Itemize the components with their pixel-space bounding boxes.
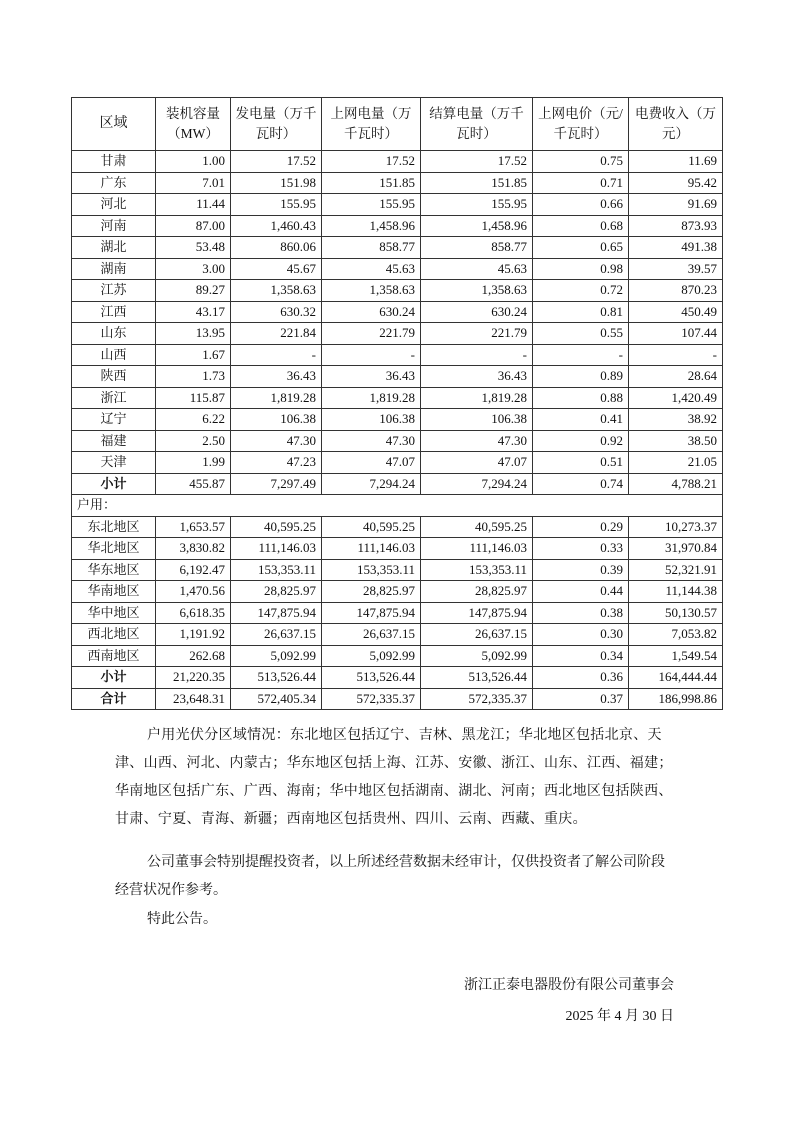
cell-grid-price: 0.68 [533, 215, 629, 237]
cell-generation: 26,637.15 [231, 624, 322, 646]
cell-grid-price: 0.74 [533, 473, 629, 495]
cell-region: 江苏 [72, 280, 156, 302]
cell-capacity: 6,192.47 [156, 559, 231, 581]
cell-grid-price: 0.39 [533, 559, 629, 581]
cell-settled-power: 1,358.63 [421, 280, 533, 302]
cell-grid-power: 1,819.28 [322, 387, 421, 409]
cell-revenue: 164,444.44 [629, 667, 723, 689]
cell-generation: 860.06 [231, 237, 322, 259]
cell-revenue: 7,053.82 [629, 624, 723, 646]
cell-revenue: 52,321.91 [629, 559, 723, 581]
cell-settled-power: 47.30 [421, 430, 533, 452]
cell-grid-price: 0.66 [533, 194, 629, 216]
cell-grid-power: 36.43 [322, 366, 421, 388]
cell-grid-power: 28,825.97 [322, 581, 421, 603]
cell-grid-price: 0.72 [533, 280, 629, 302]
cell-revenue: 11,144.38 [629, 581, 723, 603]
cell-capacity: 43.17 [156, 301, 231, 323]
cell-settled-power: 1,458.96 [421, 215, 533, 237]
cell-revenue: 4,788.21 [629, 473, 723, 495]
cell-settled-power: 858.77 [421, 237, 533, 259]
cell-revenue: 1,549.54 [629, 645, 723, 667]
cell-revenue: 450.49 [629, 301, 723, 323]
cell-region: 合计 [72, 688, 156, 710]
cell-generation: 513,526.44 [231, 667, 322, 689]
cell-generation: 28,825.97 [231, 581, 322, 603]
cell-grid-power: 147,875.94 [322, 602, 421, 624]
cell-settled-power: 1,819.28 [421, 387, 533, 409]
cell-grid-price: 0.38 [533, 602, 629, 624]
table-row [72, 344, 723, 366]
cell-grid-power: 40,595.25 [322, 516, 421, 538]
cell-capacity: 455.87 [156, 473, 231, 495]
cell-generation: 1,819.28 [231, 387, 322, 409]
cell-region: 小计 [72, 667, 156, 689]
cell-capacity: 87.00 [156, 215, 231, 237]
cell-settled-power: 7,294.24 [421, 473, 533, 495]
cell-capacity: 1.73 [156, 366, 231, 388]
cell-capacity: 1.00 [156, 151, 231, 173]
cell-grid-price: 0.71 [533, 172, 629, 194]
cell-grid-power: 858.77 [322, 237, 421, 259]
cell-region: 西北地区 [72, 624, 156, 646]
table-row [72, 538, 723, 560]
cell-grid-power: - [322, 344, 421, 366]
cell-region: 华南地区 [72, 581, 156, 603]
table-row [72, 323, 723, 345]
cell-grid-power: 17.52 [322, 151, 421, 173]
cell-grid-power: 45.63 [322, 258, 421, 280]
cell-generation: 45.67 [231, 258, 322, 280]
cell-capacity: 7.01 [156, 172, 231, 194]
cell-grid-power: 513,526.44 [322, 667, 421, 689]
cell-grid-power: 153,353.11 [322, 559, 421, 581]
cell-grid-price: 0.30 [533, 624, 629, 646]
cell-grid-price: 0.98 [533, 258, 629, 280]
cell-capacity: 6.22 [156, 409, 231, 431]
cell-region: 湖北 [72, 237, 156, 259]
header-grid-price: 上网电价（元/千瓦时） [533, 98, 629, 151]
cell-generation: 5,092.99 [231, 645, 322, 667]
cell-region: 江西 [72, 301, 156, 323]
cell-grid-power: 221.79 [322, 323, 421, 345]
cell-generation: - [231, 344, 322, 366]
header-capacity: 装机容量（MW） [156, 98, 231, 151]
table-row [72, 194, 723, 216]
cell-region: 河南 [72, 215, 156, 237]
cell-settled-power: 153,353.11 [421, 559, 533, 581]
cell-region: 甘肃 [72, 151, 156, 173]
cell-region: 山西 [72, 344, 156, 366]
cell-revenue: 38.92 [629, 409, 723, 431]
cell-generation: 111,146.03 [231, 538, 322, 560]
cell-settled-power: 26,637.15 [421, 624, 533, 646]
cell-revenue: 873.93 [629, 215, 723, 237]
cell-grid-power: 572,335.37 [322, 688, 421, 710]
cell-revenue: 107.44 [629, 323, 723, 345]
cell-grid-price: 0.92 [533, 430, 629, 452]
cell-region: 广东 [72, 172, 156, 194]
cell-region: 东北地区 [72, 516, 156, 538]
cell-generation: 1,460.43 [231, 215, 322, 237]
cell-grid-price: 0.36 [533, 667, 629, 689]
table-row [72, 301, 723, 323]
cell-grid-power: 151.85 [322, 172, 421, 194]
header-revenue: 电费收入（万元） [629, 98, 723, 151]
cell-settled-power: 630.24 [421, 301, 533, 323]
cell-grid-price: 0.75 [533, 151, 629, 173]
table-row [72, 452, 723, 474]
table-row [72, 430, 723, 452]
cell-generation: 572,405.34 [231, 688, 322, 710]
cell-capacity: 1.67 [156, 344, 231, 366]
cell-revenue: 21.05 [629, 452, 723, 474]
cell-generation: 221.84 [231, 323, 322, 345]
cell-grid-price: 0.37 [533, 688, 629, 710]
subtotal-row-provinces [72, 473, 723, 495]
cell-revenue: 870.23 [629, 280, 723, 302]
cell-capacity: 13.95 [156, 323, 231, 345]
header-grid-power: 上网电量（万千瓦时） [322, 98, 421, 151]
cell-generation: 153,353.11 [231, 559, 322, 581]
cell-settled-power: 513,526.44 [421, 667, 533, 689]
cell-capacity: 53.48 [156, 237, 231, 259]
cell-capacity: 23,648.31 [156, 688, 231, 710]
cell-generation: 36.43 [231, 366, 322, 388]
cell-capacity: 6,618.35 [156, 602, 231, 624]
reminder-paragraph: 公司董事会特别提醒投资者，以上所述经营数据未经审计，仅供投资者了解公司阶段经营状况作参考。 [115, 855, 665, 898]
table-row [72, 258, 723, 280]
cell-capacity: 3,830.82 [156, 538, 231, 560]
cell-region: 小计 [72, 473, 156, 495]
cell-capacity: 1,470.56 [156, 581, 231, 603]
table-row [72, 516, 723, 538]
household-group-label: 户用： [72, 495, 723, 517]
table-row [72, 237, 723, 259]
cell-grid-power: 630.24 [322, 301, 421, 323]
cell-grid-power: 7,294.24 [322, 473, 421, 495]
cell-revenue: 10,273.37 [629, 516, 723, 538]
cell-settled-power: - [421, 344, 533, 366]
cell-generation: 147,875.94 [231, 602, 322, 624]
cell-revenue: 31,970.84 [629, 538, 723, 560]
subtotal-row-household [72, 667, 723, 689]
cell-generation: 151.98 [231, 172, 322, 194]
cell-settled-power: 111,146.03 [421, 538, 533, 560]
cell-generation: 47.30 [231, 430, 322, 452]
cell-settled-power: 221.79 [421, 323, 533, 345]
cell-region: 天津 [72, 452, 156, 474]
cell-settled-power: 155.95 [421, 194, 533, 216]
cell-settled-power: 5,092.99 [421, 645, 533, 667]
cell-grid-power: 1,358.63 [322, 280, 421, 302]
cell-settled-power: 45.63 [421, 258, 533, 280]
header-generation: 发电量（万千瓦时） [231, 98, 322, 151]
cell-capacity: 11.44 [156, 194, 231, 216]
cell-revenue: 91.69 [629, 194, 723, 216]
cell-grid-price: 0.81 [533, 301, 629, 323]
cell-settled-power: 572,335.37 [421, 688, 533, 710]
cell-generation: 630.32 [231, 301, 322, 323]
cell-grid-price: 0.55 [533, 323, 629, 345]
regions-note-paragraph: 户用光伏分区域情况：东北地区包括辽宁、吉林、黑龙江；华北地区包括北京、天津、山西、河北、内蒙古；华东地区包括上海、江苏、安徽、浙江、山东、江西、福建；华南地区包括广东、广西、海南；华中地区包括湖南、湖北、河南；西北地区包括陕西、甘肃、宁夏、青海、新疆；西南地区包括贵州、四川、云南、西藏、重庆。 [115, 728, 673, 827]
total-row [72, 688, 723, 710]
cell-generation: 1,358.63 [231, 280, 322, 302]
cell-settled-power: 28,825.97 [421, 581, 533, 603]
cell-revenue: 95.42 [629, 172, 723, 194]
household-group-row [72, 495, 723, 517]
cell-revenue: - [629, 344, 723, 366]
cell-capacity: 1.99 [156, 452, 231, 474]
table-row [72, 280, 723, 302]
cell-revenue: 50,130.57 [629, 602, 723, 624]
header-region: 区域 [72, 98, 156, 151]
cell-region: 陕西 [72, 366, 156, 388]
cell-generation: 40,595.25 [231, 516, 322, 538]
cell-settled-power: 147,875.94 [421, 602, 533, 624]
cell-generation: 155.95 [231, 194, 322, 216]
table-row [72, 559, 723, 581]
cell-revenue: 186,998.86 [629, 688, 723, 710]
cell-grid-power: 1,458.96 [322, 215, 421, 237]
cell-region: 福建 [72, 430, 156, 452]
cell-revenue: 38.50 [629, 430, 723, 452]
cell-grid-price: 0.29 [533, 516, 629, 538]
table-header-row [72, 98, 723, 151]
table-row [72, 581, 723, 603]
cell-region: 浙江 [72, 387, 156, 409]
cell-grid-price: 0.34 [533, 645, 629, 667]
cell-capacity: 115.87 [156, 387, 231, 409]
header-settled-power: 结算电量（万千瓦时） [421, 98, 533, 151]
signature-date: 2025 年 4 月 30 日 [565, 1009, 674, 1024]
cell-grid-power: 155.95 [322, 194, 421, 216]
cell-generation: 47.23 [231, 452, 322, 474]
cell-settled-power: 151.85 [421, 172, 533, 194]
cell-revenue: 491.38 [629, 237, 723, 259]
cell-grid-power: 111,146.03 [322, 538, 421, 560]
table-row [72, 624, 723, 646]
cell-grid-price: 0.41 [533, 409, 629, 431]
cell-region: 华东地区 [72, 559, 156, 581]
table-row [72, 602, 723, 624]
cell-capacity: 262.68 [156, 645, 231, 667]
table-row [72, 151, 723, 173]
cell-settled-power: 36.43 [421, 366, 533, 388]
cell-region: 湖南 [72, 258, 156, 280]
cell-settled-power: 106.38 [421, 409, 533, 431]
table-row [72, 366, 723, 388]
cell-grid-power: 5,092.99 [322, 645, 421, 667]
cell-region: 华中地区 [72, 602, 156, 624]
cell-region: 西南地区 [72, 645, 156, 667]
cell-settled-power: 47.07 [421, 452, 533, 474]
cell-region: 辽宁 [72, 409, 156, 431]
cell-grid-power: 47.07 [322, 452, 421, 474]
cell-capacity: 1,653.57 [156, 516, 231, 538]
cell-capacity: 2.50 [156, 430, 231, 452]
cell-capacity: 21,220.35 [156, 667, 231, 689]
cell-capacity: 89.27 [156, 280, 231, 302]
table-row [72, 215, 723, 237]
table-row [72, 645, 723, 667]
cell-revenue: 1,420.49 [629, 387, 723, 409]
cell-generation: 106.38 [231, 409, 322, 431]
cell-region: 山东 [72, 323, 156, 345]
cell-capacity: 3.00 [156, 258, 231, 280]
cell-grid-power: 47.30 [322, 430, 421, 452]
cell-generation: 7,297.49 [231, 473, 322, 495]
cell-settled-power: 40,595.25 [421, 516, 533, 538]
cell-grid-price: - [533, 344, 629, 366]
cell-grid-price: 0.51 [533, 452, 629, 474]
cell-generation: 17.52 [231, 151, 322, 173]
cell-region: 河北 [72, 194, 156, 216]
cell-revenue: 11.69 [629, 151, 723, 173]
closing-paragraph: 特此公告。 [147, 912, 217, 927]
cell-capacity: 1,191.92 [156, 624, 231, 646]
table-row [72, 409, 723, 431]
table-row [72, 172, 723, 194]
cell-region: 华北地区 [72, 538, 156, 560]
cell-grid-price: 0.65 [533, 237, 629, 259]
cell-grid-price: 0.33 [533, 538, 629, 560]
cell-grid-power: 26,637.15 [322, 624, 421, 646]
cell-grid-price: 0.88 [533, 387, 629, 409]
signature-company: 浙江正泰电器股份有限公司董事会 [464, 978, 674, 993]
cell-revenue: 39.57 [629, 258, 723, 280]
table-row [72, 387, 723, 409]
cell-grid-power: 106.38 [322, 409, 421, 431]
operating-data-table [71, 97, 723, 710]
cell-settled-power: 17.52 [421, 151, 533, 173]
cell-grid-price: 0.89 [533, 366, 629, 388]
cell-revenue: 28.64 [629, 366, 723, 388]
cell-grid-price: 0.44 [533, 581, 629, 603]
